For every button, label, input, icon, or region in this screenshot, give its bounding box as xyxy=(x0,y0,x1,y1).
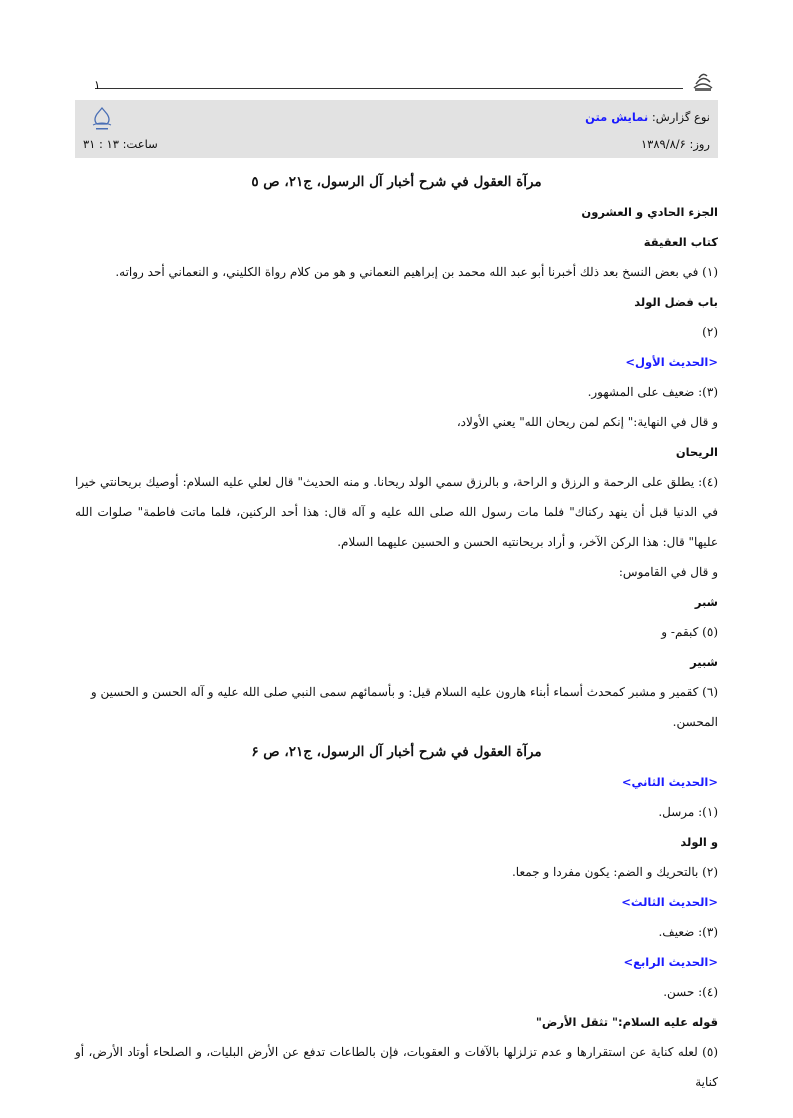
text-line: (٣): ضعيف. xyxy=(658,925,718,939)
bold-heading: باب فضل الولد xyxy=(634,295,718,309)
date-value: ١٣٨٩/٨/۶ xyxy=(640,137,686,151)
text-line: و قال في القاموس: xyxy=(618,565,718,579)
bold-heading: الجزء الحادي و العشرون xyxy=(581,205,718,219)
publisher-logo-icon xyxy=(691,70,715,92)
bold-heading: الريحان xyxy=(675,445,718,459)
hadith-heading: <الحديث الثاني> xyxy=(621,775,718,789)
report-type-value: نمایش متن xyxy=(585,110,649,124)
bold-heading: شبير xyxy=(690,655,718,669)
report-type-label: نوع گزارش: xyxy=(651,110,710,124)
text-line: (٢) xyxy=(702,325,718,339)
page-number: ١ xyxy=(94,78,101,92)
time-label: ساعت: xyxy=(122,137,158,151)
report-time xyxy=(83,137,158,151)
bold-heading: قوله عليه السلام:" تثقل الأرض" xyxy=(535,1015,718,1029)
bold-heading: كتاب العقيقة xyxy=(643,235,718,249)
bold-heading: و الولد xyxy=(680,835,718,849)
hadith-heading: <الحديث الأول> xyxy=(625,355,718,369)
text-line: (٣): ضعيف على المشهور. xyxy=(587,385,718,399)
header-rule xyxy=(95,88,683,89)
text-line: (٢) بالتحريك و الضم: يكون مفردا و جمعا. xyxy=(511,865,718,879)
paragraph: (٤): يطلق على الرحمة و الرزق و الراحة، و بالرزق سمي الولد ريحانا. و منه الحديث" قال لعلي عليه السلام: أوصيك بريحانتي خيرا في الدنيا قبل أن ينهد ركناك" فلما مات رسول الله صلى الله عليه و آله قال: هذا أحد الركنين، فلما ماتت فاطمة" صلوات الله عليها" قال: هذا الركن الآخر، و أراد بريحانتيه الحسن و الحسين عليهما السلام. xyxy=(75,475,718,549)
document-body xyxy=(75,167,718,1097)
text-line: و قال في النهاية:" إنكم لمن ريحان الله" يعني الأولاد، xyxy=(456,415,718,429)
report-header xyxy=(75,100,718,158)
paragraph: (٥) لعله كناية عن استقرارها و عدم تزلزلها بالآفات و العقوبات، فإن بالطاعات تدفع عن الأرض البليات، و الصلحاء أوتاد الأرض، أو كناية xyxy=(75,1045,718,1089)
time-value: ١٣ : ٣١ xyxy=(83,137,119,151)
report-date xyxy=(641,137,710,151)
text-line: (٥) كبقم- و xyxy=(661,625,718,639)
text-line: (٦) كقمير و مشبر كمحدث أسماء أبناء هارون عليه السلام قيل: و بأسمائهم سمى النبي صلى الله عليه و آله الحسن و الحسين و المحسن. xyxy=(90,685,718,729)
hadith-heading: <الحديث الثالث> xyxy=(621,895,718,909)
date-label: روز: xyxy=(689,137,710,151)
text-line: (١) في بعض النسخ بعد ذلك أخبرنا أبو عبد الله محمد بن إبراهيم النعماني و هو من كلام رواة الكليني، و النعماني أحد رواته. xyxy=(115,265,718,279)
hadith-heading: <الحديث الرابع> xyxy=(623,955,718,969)
bold-heading: شبر xyxy=(694,595,718,609)
section-title: مرآة العقول في شرح أخبار آل الرسول، ج‏٢١، ص ٥ xyxy=(251,174,542,190)
report-type xyxy=(585,110,710,124)
institution-logo-icon xyxy=(89,106,115,132)
section-title: مرآة العقول في شرح أخبار آل الرسول، ج‏٢١، ص ۶ xyxy=(251,744,542,760)
text-line: (١): مرسل. xyxy=(658,805,718,819)
text-line: (٤): حسن. xyxy=(663,985,718,999)
